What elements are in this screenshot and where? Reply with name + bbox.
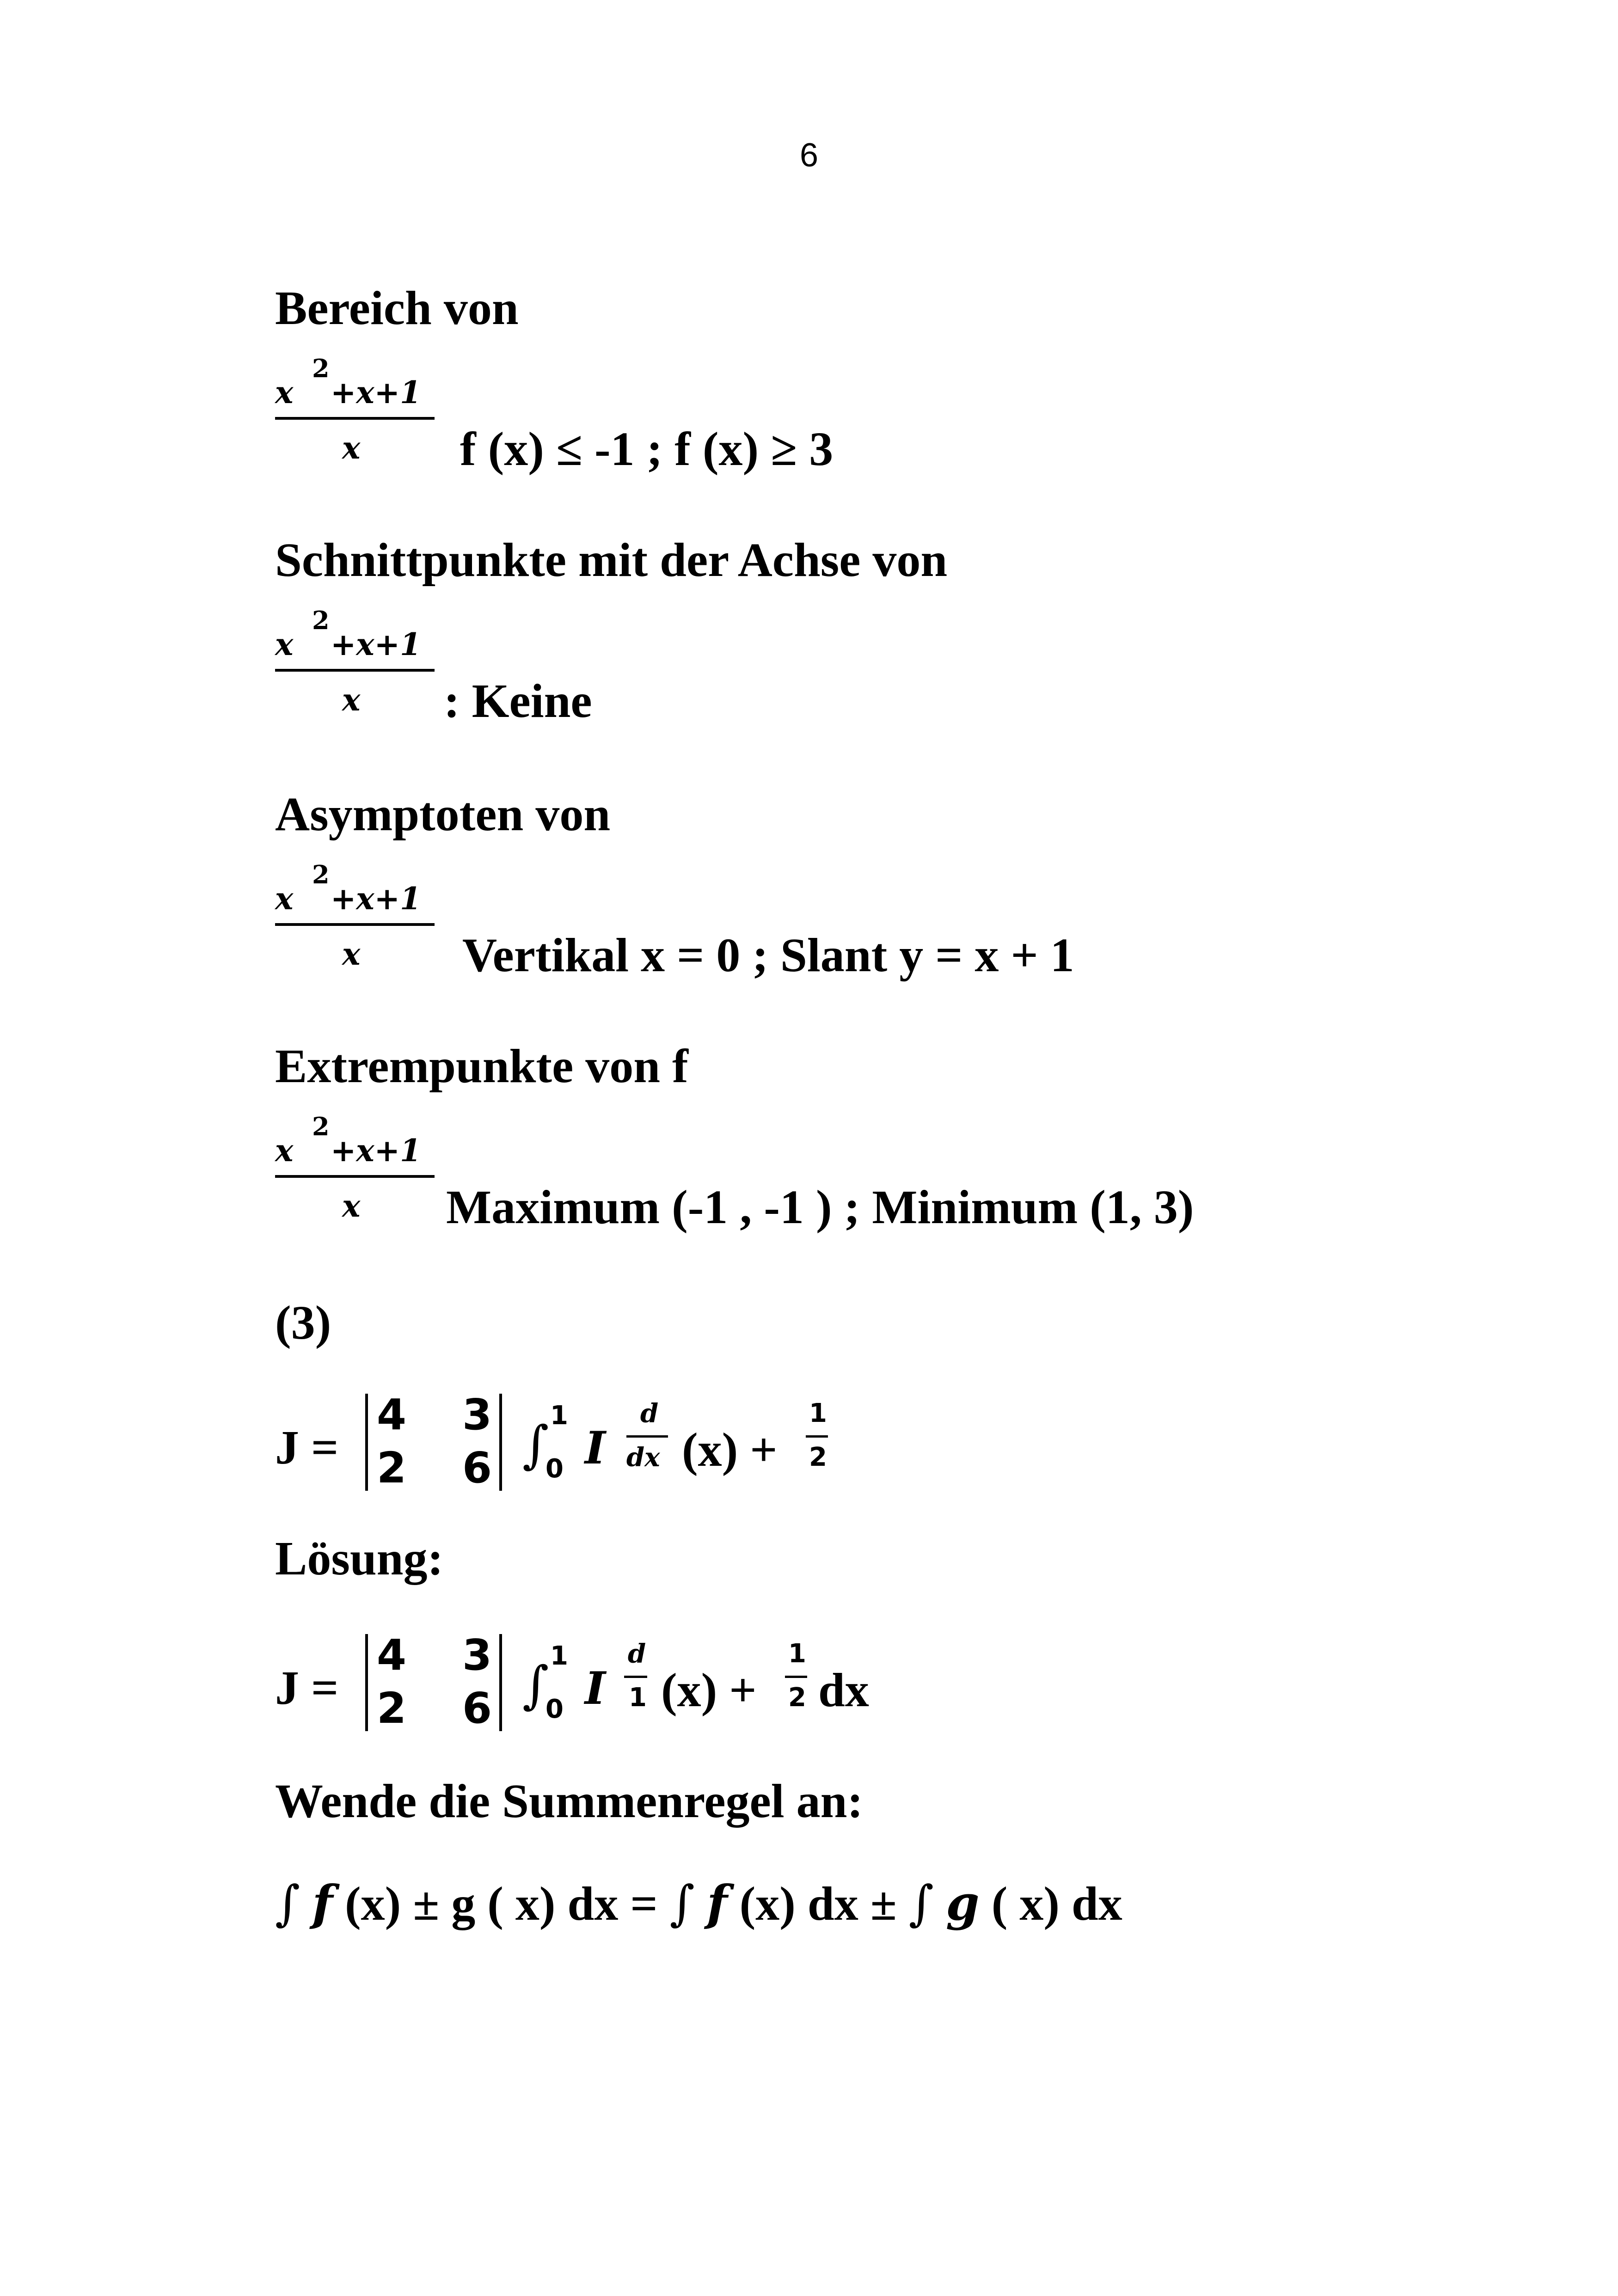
half-bar: [806, 1435, 828, 1438]
fraction-denominator: x: [342, 430, 361, 466]
fraction-bar: [275, 923, 435, 926]
integral-sign: ∫: [522, 1655, 549, 1714]
result-extrempunkte: Maximum (-1 , -1 ) ; Minimum (1, 3): [446, 1181, 1194, 1234]
sum-rule-part: (x) ± g ( x) dx =: [344, 1877, 670, 1930]
half-bar: [785, 1676, 807, 1678]
function-f: f: [312, 1874, 333, 1931]
equation-tail: dx: [818, 1664, 869, 1717]
derivative-denominator: dx: [626, 1442, 660, 1473]
fraction-numerator-rest: +x+1: [331, 626, 421, 662]
fraction-numerator-rest: +x+1: [331, 881, 421, 917]
derivative-denominator: 1: [629, 1683, 647, 1713]
heading-bereich: Bereich von: [275, 282, 519, 335]
integral-lower: 0: [545, 1694, 564, 1724]
page-number: 6: [799, 137, 819, 174]
fraction-numerator-rest: +x+1: [331, 374, 421, 410]
integral-sign: ∫: [669, 1875, 695, 1931]
heading-extrempunkte: Extrempunkte von f: [275, 1040, 688, 1093]
matrix-bar-right: [499, 1634, 502, 1731]
matrix-cell: 6: [462, 1684, 492, 1733]
fraction-numerator-x: x: [275, 626, 294, 662]
matrix-cell: 2: [377, 1443, 407, 1493]
matrix-bar-right: [499, 1394, 502, 1491]
integral-sign: ∫: [275, 1875, 300, 1931]
fraction-bar: [275, 417, 435, 420]
fraction-denominator: x: [342, 1188, 361, 1224]
half-denominator: 2: [788, 1683, 806, 1713]
fraction-exponent: 2: [312, 1112, 330, 1141]
sum-rule: [275, 1874, 1122, 1931]
matrix-cell: 3: [462, 1630, 492, 1680]
solution-label: Lösung:: [275, 1532, 444, 1585]
function-f: f: [706, 1874, 728, 1931]
derivative-numerator: d: [628, 1639, 646, 1669]
fraction-exponent: 2: [312, 354, 330, 383]
matrix-cell: 2: [377, 1684, 407, 1733]
derivative-bar: [624, 1676, 647, 1678]
heading-schnittpunkte: Schnittpunkte mit der Achse von: [275, 533, 948, 587]
matrix-bar-left: [365, 1634, 368, 1731]
fraction-numerator-x: x: [275, 374, 294, 410]
equation-lhs: J =: [275, 1661, 339, 1714]
equation-argument: (x) +: [661, 1664, 757, 1717]
fraction-numerator-rest: +x+1: [331, 1133, 421, 1169]
heading-asymptoten: Asymptoten von: [275, 788, 611, 841]
fraction-denominator: x: [342, 936, 361, 972]
fraction-bar: [275, 1175, 435, 1178]
matrix-bar-left: [365, 1394, 368, 1491]
half-numerator: 1: [788, 1639, 806, 1669]
integrand-symbol: I: [585, 1422, 606, 1474]
half-numerator: 1: [809, 1398, 827, 1428]
integrand-symbol: I: [585, 1662, 606, 1714]
integral-sign: ∫: [522, 1415, 549, 1474]
fraction-numerator-x: x: [275, 881, 294, 917]
fraction-bar: [275, 669, 435, 672]
matrix-cell: 3: [462, 1390, 492, 1439]
matrix-cell: 6: [462, 1443, 492, 1493]
problem-label: (3): [275, 1296, 331, 1349]
half-denominator: 2: [809, 1442, 827, 1472]
fraction-exponent: 2: [312, 606, 330, 635]
sum-rule-part: (x) dx ±: [739, 1877, 909, 1930]
derivative-numerator: d: [640, 1398, 659, 1429]
equation-argument: (x) +: [682, 1423, 778, 1476]
result-bereich: f (x) ≤ -1 ; f (x) ≥ 3: [460, 422, 834, 476]
fraction-numerator-x: x: [275, 1133, 294, 1169]
integral-lower: 0: [545, 1454, 564, 1484]
result-schnittpunkte: : Keine: [444, 674, 592, 728]
integral-upper: 1: [550, 1401, 568, 1431]
matrix-cell: 4: [377, 1390, 407, 1439]
function-g: g: [945, 1874, 980, 1931]
fraction-exponent: 2: [312, 860, 330, 889]
integral-upper: 1: [550, 1641, 568, 1671]
result-asymptoten: Vertikal x = 0 ; Slant y = x + 1: [462, 929, 1074, 982]
matrix-cell: 4: [377, 1630, 407, 1680]
fraction-denominator: x: [342, 682, 361, 718]
rule-heading: Wende die Summenregel an:: [275, 1775, 864, 1828]
integral-sign: ∫: [908, 1875, 934, 1931]
sum-rule-part: ( x) dx: [991, 1877, 1122, 1930]
equation-lhs: J =: [275, 1421, 339, 1474]
derivative-bar: [626, 1435, 668, 1438]
